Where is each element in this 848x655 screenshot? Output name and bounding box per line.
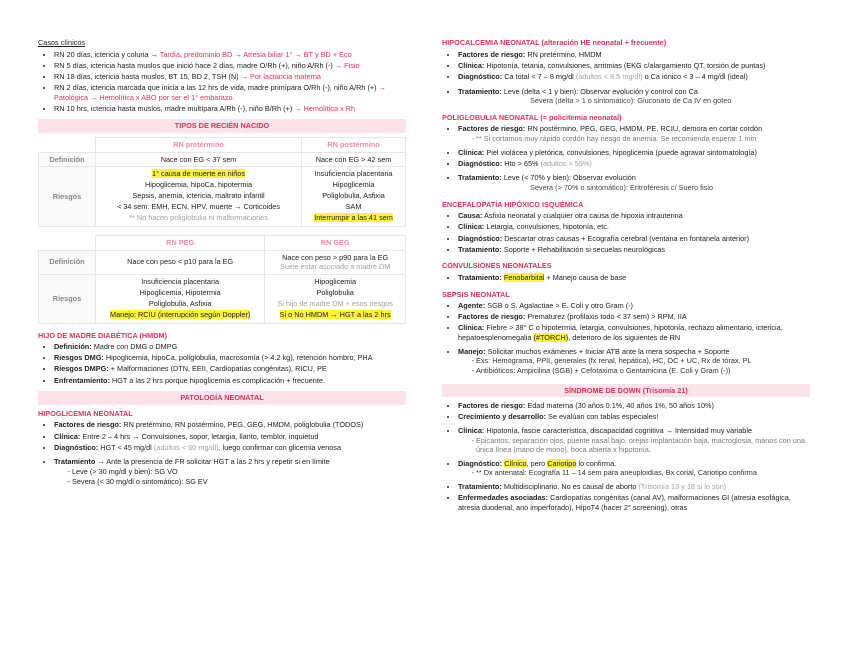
list-item: - ** Dx antenatal: Ecografía 11 – 14 sem para aneuploidías, Bx corial, Cariotipo confirma (476, 468, 810, 478)
list-item: - Severa (< 30 mg/dl o sintomático): SG EV (72, 477, 406, 487)
hipoglicemia-list (38, 420, 406, 486)
list-item: • Clínica: Fiebre > 38° C o hipotermia, letargia, convulsiones, hipotonía, rechazo alimentario, ictericia, hepatoesplenomegalia (#TORCH), deterioro de los siguientes de RN (458, 323, 810, 342)
list-item: • Factores de riesgo: RN pretérmino, RN postérmino, PEG, GEG, HMDM, poliglobulia (TODOS) (54, 420, 406, 430)
section-banner-down: SÍNDROME DE DOWN (Trisomía 21) (442, 384, 810, 398)
list-item: • Tratamiento: Leve (delta < 1 y bien): Observar evolución y control con Ca Severa (delta > 1 o sintomático): Gluconato de Ca IV en goteo (458, 87, 810, 106)
list-item: - ** Si cortamos muy rápido cordón hay riesgo de anemia. Se recomienda esperar 1 min (476, 134, 810, 144)
section-title-sepsis: SEPSIS NEONATAL (442, 289, 510, 299)
list-item: - Leve (> 30 mg/dl y bien): SG VO (72, 467, 406, 477)
list-item: • Factores de riesgo: RN postérmino, PEG, GEG, HMDM, PE, RCIU, demora en cortar cordón - ** Si cortamos muy rápido cordón hay riesgo de anemia. Se recomienda esperar 1 min (458, 124, 810, 143)
sepsis-list (442, 301, 810, 375)
left-column (38, 38, 406, 488)
poliglobulia-list (442, 124, 810, 192)
table-header: RN pretérmino (96, 138, 302, 153)
row-label: Riesgos (39, 167, 96, 227)
table-cell: Nace con EG < 37 sem (96, 152, 302, 167)
list-item: • Enfermedades asociadas: Cardiopatías congénitas (canal AV), malformaciones GI (atresia esofágica, atresia duodenal, ano imperforado), HipoT4 (hacer 2° screening), otras (458, 493, 810, 512)
list-item: • Riesgos DMG: Hipoglicemia, hipoCa, poliglobulia, macrosomía (> 4.2 kg), retención hombro, PHA (54, 353, 406, 363)
section-title-convulsiones: CONVULSIONES NEONATALES (442, 261, 552, 271)
list-item: • Tratamiento: Fenobarbital + Manejo causa de base (458, 273, 810, 283)
cases-title: Casos clínicos (38, 38, 86, 47)
table-header: RN GEG (265, 235, 406, 250)
section-title-encefalopatia: ENCEFALOPATÍA HIPÓXICO ISQUÉMICA (442, 199, 584, 209)
list-item: • Clínica: Entre 2 – 4 hrs → Convulsiones, sopor, letargia, llanto, temblor, inquietud (54, 432, 406, 442)
table-cell: Insuficiencia placentaria Hipoglicemia Poliglobulia, Asfixia SAM Interrumpir a las 41 sem (302, 167, 406, 227)
list-item: • Tratamiento: Leve (< 70% y bien): Observar evolución Severa (> 70% o sintomático): Eritroféresis c/ Suero fisio (458, 173, 810, 192)
list-item: • Crecimiento y desarrollo: Se evalúan con tablas especiales! (458, 412, 810, 422)
list-item: • Enfrentamiento: HGT a las 2 hrs porque hipoglicemia es complicación + frecuente. (54, 376, 406, 386)
list-item: • Definición: Madre con DMG o DMPG (54, 342, 406, 352)
list-item: • Clínica: Letargia, convulsiones, hipotonía, etc. (458, 222, 810, 232)
list-item: • Riesgos DMPG: + Malformaciones (DTN, EEII, Cardiopatías congénitas), RICU, PE (54, 364, 406, 374)
list-item: • Clínica: Hipotonía, fascie característica, discapacidad cognitiva → Intensidad muy variable - Epicantos, separación ojos, puente nasal bajo, orejas implantación baja, macroglosia, manos con una única línea (mano de mono), boca abierta x hipotonía. (458, 426, 810, 455)
hipocalcemia-list (442, 50, 810, 106)
down-list (442, 401, 810, 512)
table-cell: 1° causa de muerte en niños Hipoglicemia, hipoCa, hipotermia Sepsis, anemia, ictericia, maltrato infantil < 34 sem: EMH, ECN, HPV, muerte → Corticoides ** No hacen poliglobulia ni malformaciones (96, 167, 302, 227)
section-title-hmdm: HIJO DE MADRE DIABÉTICA (HMDM) (38, 330, 168, 340)
cases-list (38, 50, 406, 114)
list-item: • Manejo: Solicitar muchos exámenes + Iniciar ATB ante la mera sospecha + Soporte - Exs: Hemograma, PPII, generales (fx renal, hepática), HC, OC + UC, Rx de tórax, PL - Antibióticos: Ampicilina (SGB) + Cefotaxima o Gentamicina (E. Coli y Gram (-)) (458, 347, 810, 376)
table-cell: Insuficiencia placentaria Hipoglicemia, Hipotermia Poliglobulia, Asfixia Manejo: RCIU (interrupción según Doppler) (96, 274, 265, 323)
table-cell: Nace con peso > p90 para la EG Suele estar asociado a madre DM (265, 250, 406, 274)
section-title-hipocalcemia: HIPOCALCEMIA NEONATAL (alteración HE neonatal + frecuente) (442, 38, 667, 47)
list-item: • Diagnóstico: Descartar otras causas + Ecografía cerebral (ventana en fontanela anterior) (458, 234, 810, 244)
table-header: RN postérmino (302, 138, 406, 153)
right-column (442, 38, 810, 514)
row-label: Riesgos (39, 274, 96, 323)
list-item: • Tratamiento → Ante la presencia de FR solicitar HGT a las 2 hrs y repetir si en límite - Leve (> 30 mg/dl y bien): SG VO - Severa (< 30 mg/dl o sintomático): SG EV (54, 457, 406, 486)
section-banner-tipos: TIPOS DE RECIÉN NACIDO (38, 119, 406, 133)
table-cell: Hipoglicemia Poliglobulia Si hijo de madre DM + esos riesgos Si o No HMDM → HGT a las 2 hrs (265, 274, 406, 323)
list-item: - Antibióticos: Ampicilina (SGB) + Cefotaxima o Gentamicina (E. Coli y Gram (-)) (476, 366, 810, 376)
section-banner-patologia: PATOLOGÍA NEONATAL (38, 391, 406, 405)
list-item: - Exs: Hemograma, PPII, generales (fx renal, hepática), HC, OC + UC, Rx de tórax, PL (476, 356, 810, 366)
table-rn-term (38, 137, 406, 227)
list-item: • Tratamiento: Soporte + Rehabilitación si secuelas neurológicas (458, 245, 810, 255)
list-item: • Diagnóstico: Clínico, pero Cariotipo lo confirma. - ** Dx antenatal: Ecografía 11 – 14 sem para aneuploidías, Bx corial, Cariotipo confirma (458, 459, 810, 478)
list-item: - Epicantos, separación ojos, puente nasal bajo, orejas implantación baja, macroglosia, manos con una única línea (mano de mono), boca abierta x hipotonía. (476, 436, 810, 455)
row-label: Definición (39, 250, 96, 274)
list-item: • RN 10 hrs, ictericia hasta muslos, madre multípara A/Rh (-), niño B/Rh (+) → Hemolítica x Rh (54, 104, 406, 114)
hmdm-list (38, 342, 406, 385)
row-label: Definición (39, 152, 96, 167)
list-item: • Diagnóstico: Ca total < 7 – 8 mg/dl (adultos < 8.5 mg/dl) o Ca iónico < 3 – 4 mg/dl (ideal) (458, 72, 810, 82)
list-item: • Factores de riesgo: Prematurez (profilaxis todo < 37 sem) > RPM, IIA (458, 312, 810, 322)
table-cell: Nace con peso < p10 para la EG (96, 250, 265, 274)
list-item: • Diagnóstico: Hto > 65% (adultos > 55%) (458, 159, 810, 169)
list-item: • Causa: Asfixia neonatal y cualquier otra causa de hipoxia intrauterina (458, 211, 810, 221)
list-item: • Factores de riesgo: RN pretérmino, HMDM (458, 50, 810, 60)
table-rn-weight (38, 235, 406, 324)
section-title-hipoglicemia: HIPOGLICEMIA NEONATAL (38, 408, 133, 418)
table-cell: Nace con EG > 42 sem (302, 152, 406, 167)
list-item: • Agente: SGB o S. Agalactiae > E. Coli y otro Gram (-) (458, 301, 810, 311)
table-header: RN PEG (96, 235, 265, 250)
list-item: • RN 5 días, ictericia hasta muslos que inició hace 2 días, madre O/Rh (+), niño A/Rh (-) → Fisio (54, 61, 406, 71)
list-item: • RN 18 días, ictericia hasta muslos, BT 15, BD 2, TSH (N) → Por lactancia materna (54, 72, 406, 82)
list-item: • Diagnóstico: HGT < 45 mg/dl (adultos < 60 mg/dl), luego confirmar con glicemia venosa (54, 443, 406, 453)
list-item: • Tratamiento: Multidisciplinario. No es causal de aborto (Trisomía 13 y 18 si lo son) (458, 482, 810, 492)
convulsiones-list (442, 273, 810, 283)
list-item: • Factores de riesgo: Edad materna (30 años 0.1%, 40 años 1%, 50 años 10%) (458, 401, 810, 411)
list-item: • RN 2 días, ictericia marcada que inicia a las 12 hrs de vida, madre primípara O/Rh (-), niño A/Rh (+) → Patológica → Hemolítica x ABO por ser el 1° embarazo. (54, 83, 406, 102)
list-item: • Clínica: Piel violácea y pletórica, convulsiones, hipoglicemia (puede agravar sintomatología) (458, 148, 810, 158)
encefalopatia-list (442, 211, 810, 254)
list-item: • Clínica: Hipotonía, tetania, convulsiones, arritmias (EKG c/alargamiento QT, torsión de puntas) (458, 61, 810, 71)
section-title-poliglobulia: POLIGLOBULIA NEONATAL (= policitemia neonatal) (442, 112, 622, 122)
list-item: • RN 20 días, ictericia y coluria → Tardía, predominio BD → Atresia biliar 1° → BT y BD + Eco (54, 50, 406, 60)
